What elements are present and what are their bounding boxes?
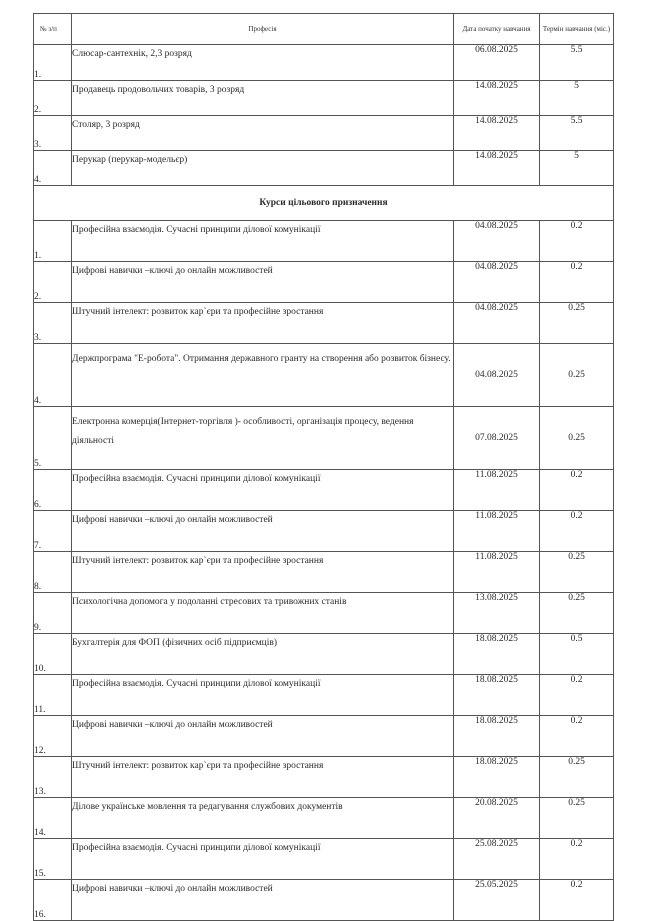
table-row — [34, 151, 614, 186]
row-duration: 5.5 — [540, 45, 614, 81]
row-duration: 0.2 — [540, 221, 614, 262]
row-start-date: 11.08.2025 — [454, 552, 540, 593]
row-number: 12. — [34, 716, 72, 757]
row-start-date: 04.08.2025 — [454, 221, 540, 262]
professions-body — [34, 45, 614, 186]
row-number: 13. — [34, 757, 72, 798]
header-profession: Професія — [72, 14, 454, 45]
row-number: 4. — [34, 151, 72, 186]
row-name: Професійна взаємодія. Сучасні принципи ділової комунікації — [72, 839, 454, 880]
row-duration: 0.5 — [540, 634, 614, 675]
row-start-date: 25.05.2025 — [454, 880, 540, 921]
row-duration: 0.25 — [540, 552, 614, 593]
row-number: 2. — [34, 81, 72, 116]
section-title: Курси цільового призначення — [34, 186, 614, 221]
row-name: Бухгалтерія для ФОП (фізичних осіб підприємців) — [72, 634, 454, 675]
table-row — [34, 45, 614, 81]
row-name: Перукар (перукар-модельєр) — [72, 151, 454, 186]
row-start-date: 18.08.2025 — [454, 716, 540, 757]
row-name: Професійна взаємодія. Сучасні принципи ділової комунікації — [72, 675, 454, 716]
row-number: 5. — [34, 407, 72, 470]
table-row — [34, 407, 614, 470]
row-duration: 0.2 — [540, 716, 614, 757]
row-number: 11. — [34, 675, 72, 716]
row-duration: 0.25 — [540, 593, 614, 634]
row-duration: 0.2 — [540, 511, 614, 552]
table-row — [34, 593, 614, 634]
table-row — [34, 221, 614, 262]
row-number: 2. — [34, 262, 72, 303]
table-row — [34, 81, 614, 116]
row-number: 4. — [34, 344, 72, 407]
row-number: 15. — [34, 839, 72, 880]
row-name: Штучний інтелект: розвиток кар`єри та професійне зростання — [72, 303, 454, 344]
row-duration: 0.2 — [540, 839, 614, 880]
row-duration: 5 — [540, 81, 614, 116]
table-row — [34, 839, 614, 880]
table-row — [34, 880, 614, 921]
row-start-date: 18.08.2025 — [454, 675, 540, 716]
row-name: Столяр, 3 розряд — [72, 116, 454, 151]
row-number: 7. — [34, 511, 72, 552]
row-start-date: 14.08.2025 — [454, 151, 540, 186]
table-row — [34, 116, 614, 151]
row-start-date: 14.08.2025 — [454, 116, 540, 151]
table-row — [34, 757, 614, 798]
row-start-date: 13.08.2025 — [454, 593, 540, 634]
row-number: 16. — [34, 880, 72, 921]
row-duration: 5 — [540, 151, 614, 186]
row-start-date: 04.08.2025 — [454, 262, 540, 303]
row-duration: 0.25 — [540, 303, 614, 344]
row-number: 1. — [34, 221, 72, 262]
row-number: 8. — [34, 552, 72, 593]
header-number: № з/п — [34, 14, 72, 45]
row-name: Професійна взаємодія. Сучасні принципи ділової комунікації — [72, 470, 454, 511]
row-start-date: 20.08.2025 — [454, 798, 540, 839]
row-number: 3. — [34, 303, 72, 344]
table-row — [34, 470, 614, 511]
row-duration: 0.2 — [540, 675, 614, 716]
row-name: Слюсар-сантехнік, 2,3 розряд — [72, 45, 454, 81]
row-start-date: 14.08.2025 — [454, 81, 540, 116]
section-header-row — [34, 186, 614, 221]
row-name: Штучний інтелект: розвиток кар`єри та професійне зростання — [72, 757, 454, 798]
row-duration: 0.2 — [540, 470, 614, 511]
row-start-date: 11.08.2025 — [454, 470, 540, 511]
row-start-date: 11.08.2025 — [454, 511, 540, 552]
row-start-date: 07.08.2025 — [454, 407, 540, 470]
table-row — [34, 634, 614, 675]
row-duration: 0.2 — [540, 880, 614, 921]
row-name: Професійна взаємодія. Сучасні принципи ділової комунікації — [72, 221, 454, 262]
table-row — [34, 552, 614, 593]
row-name: Електронна комерція(Інтернет-торгівля )- особливості, організація процесу, ведення діяльності — [72, 407, 454, 470]
row-name: Ділове українське мовлення та редагування службових документів — [72, 798, 454, 839]
table-row — [34, 798, 614, 839]
row-name: Цифрові навички –ключі до онлайн можливостей — [72, 880, 454, 921]
row-name: Штучний інтелект: розвиток кар`єри та професійне зростання — [72, 552, 454, 593]
header-duration: Термін навчання (міс.) — [540, 14, 614, 45]
table-row — [34, 511, 614, 552]
row-name: Держпрограма "Е-робота". Отримання державного гранту на створення або розвиток бізнесу. — [72, 344, 454, 407]
courses-body — [34, 221, 614, 921]
training-schedule-table — [33, 13, 614, 921]
row-name: Цифрові навички –ключі до онлайн можливостей — [72, 716, 454, 757]
header-start-date: Дата початку навчання — [454, 14, 540, 45]
table-row — [34, 303, 614, 344]
row-duration: 0.25 — [540, 344, 614, 407]
row-start-date: 18.08.2025 — [454, 757, 540, 798]
section-body — [34, 186, 614, 221]
row-number: 6. — [34, 470, 72, 511]
row-duration: 0.25 — [540, 798, 614, 839]
table-row — [34, 675, 614, 716]
row-duration: 0.25 — [540, 407, 614, 470]
table-row — [34, 344, 614, 407]
row-number: 14. — [34, 798, 72, 839]
row-duration: 0.25 — [540, 757, 614, 798]
row-start-date: 04.08.2025 — [454, 303, 540, 344]
table-header-row — [34, 14, 614, 45]
row-duration: 0.2 — [540, 262, 614, 303]
row-start-date: 18.08.2025 — [454, 634, 540, 675]
row-name: Психологічна допомога у подоланні стресових та тривожних станів — [72, 593, 454, 634]
table-row — [34, 262, 614, 303]
row-number: 9. — [34, 593, 72, 634]
row-number: 3. — [34, 116, 72, 151]
row-number: 1. — [34, 45, 72, 81]
row-start-date: 25.08.2025 — [454, 839, 540, 880]
row-name: Цифрові навички –ключі до онлайн можливостей — [72, 262, 454, 303]
row-number: 10. — [34, 634, 72, 675]
row-start-date: 06.08.2025 — [454, 45, 540, 81]
row-duration: 5.5 — [540, 116, 614, 151]
row-name: Продавець продовольчих товарів, 3 розряд — [72, 81, 454, 116]
row-name: Цифрові навички –ключі до онлайн можливостей — [72, 511, 454, 552]
table-row — [34, 716, 614, 757]
row-start-date: 04.08.2025 — [454, 344, 540, 407]
